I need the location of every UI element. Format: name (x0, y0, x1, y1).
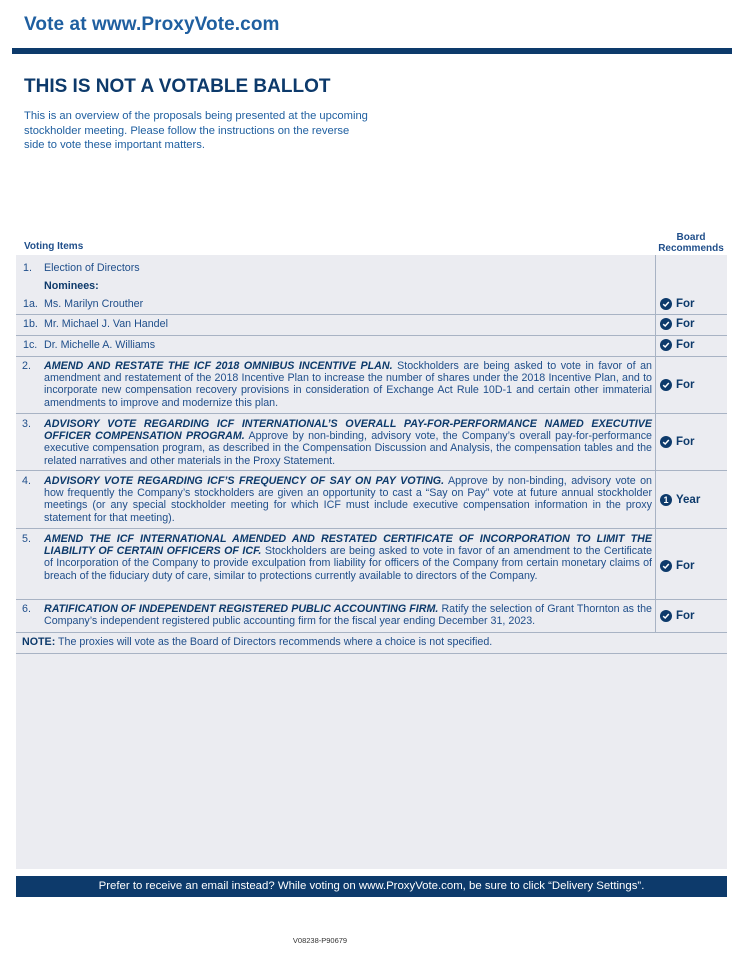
note-divider (16, 653, 727, 654)
item-number: 5. (22, 533, 31, 545)
recommendation (660, 298, 730, 310)
recommendation-label: For (676, 318, 695, 330)
item-number: 4. (22, 475, 31, 487)
nominees-label: Nominees: (44, 280, 99, 292)
recommendation (660, 494, 730, 506)
check-circle-icon (660, 339, 672, 351)
proposal-row (16, 471, 727, 529)
top-banner (0, 0, 742, 56)
recommendation (660, 339, 730, 351)
recommendation (660, 610, 730, 622)
proposal-description: Approve by non-binding, advisory vote on how frequently the Company’s stockholders are given an opportunity to cast a “Say on Pay” vote at future annual stockholder meetings (or any special stockholder meeting for which ICF must include executive compensation information in the proxy statement for that meeting). (44, 475, 652, 524)
proposal-title: AMEND THE ICF INTERNATIONAL AMENDED AND RESTATED CERTIFICATE OF INCORPORATION TO LIMIT THE LIABILITY OF CERTAIN OFFICERS OF ICF. (44, 533, 652, 558)
check-circle-icon (660, 318, 672, 330)
recommendation-label: For (676, 560, 695, 572)
page-title: THIS IS NOT A VOTABLE BALLOT (24, 76, 331, 97)
proposal-text (44, 533, 652, 582)
board-recommends-heading (654, 232, 728, 254)
site-header[interactable]: Vote at www.ProxyVote.com (24, 14, 280, 35)
recommendation (660, 318, 730, 330)
check-circle-icon (660, 610, 672, 622)
proposal-description: Stockholders are being asked to vote in favor of an amendment to the Certificate of Incorporation of the Company to provide exculpation from liability for officers of the Company from certain monetary claims of breach of the fiduciary duty of care, similar to protections currently available to directors of the Company. (44, 545, 653, 582)
intro-text: This is an overview of the proposals being presented at the upcoming stockholder meeting. Please follow the instructions on the reverse side to vote these important matters. (24, 110, 368, 151)
board-heading-line1: Board (676, 232, 706, 243)
nominee-name: Dr. Michelle A. Williams (44, 339, 156, 351)
nominee-name: Ms. Marilyn Crouther (44, 298, 144, 310)
item-number: 1c. (23, 339, 38, 351)
item-title: Election of Directors (44, 262, 140, 274)
proposal-description: Ratify the selection of Grant Thornton as the Company’s independent registered public accounting firm for the fiscal year ending December 31, 2023. (44, 603, 653, 628)
proposal-description: Stockholders are being asked to vote in favor of an amendment and restatement of the 2018 Incentive Plan to increase the number of shares under the 2018 Incentive Plan, and to incorporate new compensation recovery provisions in consideration of Exchange Act Rule 10D-1 and certain other immaterial amendments to improve and modernize this plan. (44, 360, 652, 409)
recommendation-label: For (676, 339, 695, 351)
number-one-circle-icon: 1 (660, 494, 672, 506)
proposal-row (16, 414, 727, 471)
election-of-directors-row (16, 255, 727, 315)
check-circle-icon (660, 560, 672, 572)
proposal-text (44, 418, 652, 467)
board-heading-line2: Recommends (658, 243, 724, 254)
recommendation (660, 436, 730, 448)
voting-items-heading: Voting Items (24, 241, 84, 252)
note-text: The proxies will vote as the Board of Directors recommends where a choice is not specified. (55, 636, 493, 648)
note (22, 636, 492, 648)
nominee-row (16, 336, 727, 357)
header-rule (12, 48, 732, 54)
recommendation (660, 379, 730, 391)
proposal-row (16, 357, 727, 414)
item-number: 6. (22, 603, 31, 615)
recommendation-label: For (676, 379, 695, 391)
check-circle-icon (660, 436, 672, 448)
proposal-text (44, 475, 652, 524)
proposal-row (16, 600, 727, 633)
item-number: 3. (22, 418, 31, 430)
check-circle-icon (660, 379, 672, 391)
recommendation-label: For (676, 298, 695, 310)
recommendation-label: For (676, 610, 695, 622)
item-number: 1a. (23, 298, 38, 310)
document-code: V08238-P90679 (292, 936, 348, 945)
proposal-text (44, 603, 652, 627)
nominee-row (16, 315, 727, 336)
note-label: NOTE: (22, 636, 56, 648)
proposal-title: ADVISORY VOTE REGARDING ICF INTERNATIONAL’S OVERALL PAY-FOR-PERFORMANCE NAMED EXECUTIVE OFFICER COMPENSATION PROGRAM. (44, 418, 652, 443)
proposal-title: RATIFICATION OF INDEPENDENT REGISTERED PUBLIC ACCOUNTING FIRM. (44, 603, 439, 615)
delivery-settings-banner: Prefer to receive an email instead? While voting on www.ProxyVote.com, be sure to click “Delivery Settings”. (16, 876, 727, 897)
proposal-title: AMEND AND RESTATE THE ICF 2018 OMNIBUS INCENTIVE PLAN. (44, 360, 393, 372)
proposal-description: Approve by non-binding, advisory vote, the Company’s overall pay-for-performance executive compensation program, as described in the Compensation Discussion and Analysis, the compensation tables and the related narratives and other materials in the Proxy Statement. (44, 430, 652, 467)
proposal-title: ADVISORY VOTE REGARDING ICF’S FREQUENCY OF SAY ON PAY VOTING. (44, 475, 445, 487)
check-circle-icon (660, 298, 672, 310)
proposal-row (16, 529, 727, 600)
item-number: 2. (22, 360, 31, 372)
proposal-text (44, 360, 652, 409)
nominee-name: Mr. Michael J. Van Handel (44, 318, 168, 330)
recommendation-label: Year (676, 494, 701, 506)
recommendation-label: For (676, 436, 695, 448)
recommendation (660, 560, 730, 572)
item-number: 1. (23, 262, 32, 274)
item-number: 1b. (23, 318, 38, 330)
